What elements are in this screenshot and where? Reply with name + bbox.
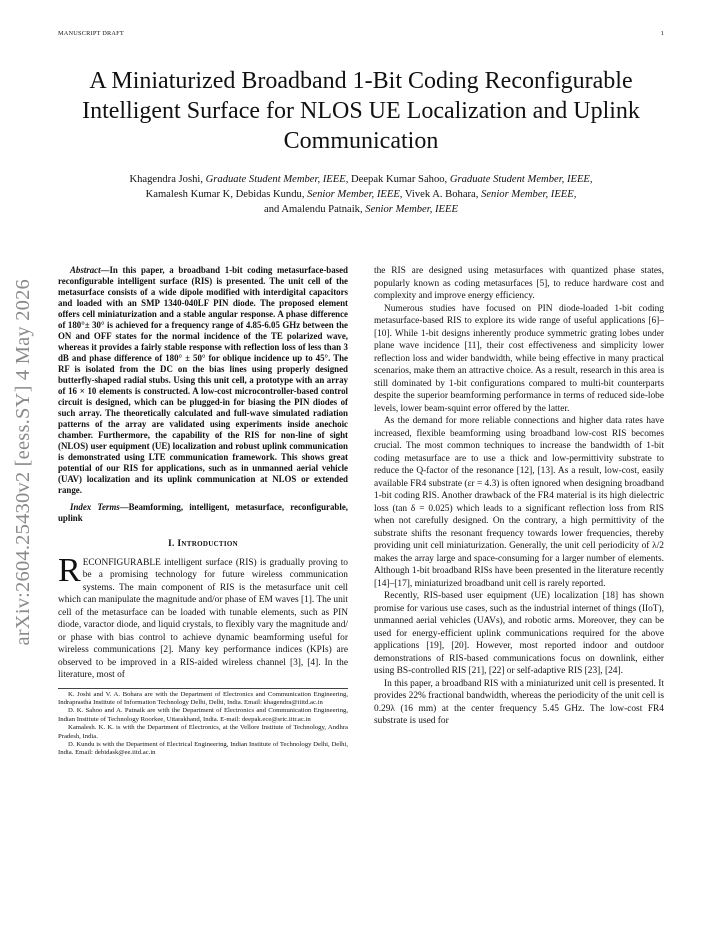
footnote: D. K. Sahoo and A. Patnaik are with the Department of Electronics and Communication Engineering, Indian Institute of Technology Roorkee, Uttarakhand, India. E-mail: deepak.ece@sric.iitr.ac.in <box>58 707 348 723</box>
index-terms-lead: Index Terms <box>70 502 120 512</box>
body-paragraph: the RIS are designed using metasurfaces with quantized phase states, popularly known as coding metasurfaces [5], to reduce hardware cost and complexity and improve energy efficiency. <box>374 266 664 301</box>
abstract-text: —In this paper, a broadband 1-bit coding metasurface-based reconfigurable intelligent surface (RIS) is presented. The unit cell of the metasurface consists of a wide dipole modified with interdigital capacitors and loaded with an SMP 1340-040LF PIN diode. The proposed element offers cell miniaturization and a stable angular response. A phase difference of 180°± 30° is achieved for a frequency range of 4.85-6.05 GHz between the ON and OFF states for the normal incidence of the TE polarized wave, whereas it provides a fairly stable response with reflection loss of less than 3 dB and phase difference of 180° ± 50° for oblique incidence up to 45°. The RF is isolated from the DC on the bias lines using properly designed butterfly-shaped radial stubs. Using this unit cell, a prototype with an array of 16 × 10 elements is constructed. A low-cost microcontroller-based control circuit is designed, which can be plugged-in for biasing the PIN diodes of such array. The theoretically calculated and full-wave simulated radiation patterns of the array are validated using experiments inside anechoic chamber. Furthermore, the capability of the RIS for non-line of sight (NLOS) user equipment (UE) localization and robust uplink communication is demonstrated using LTE communication framework. This shows great potential of our RIS for applications, such as in unmanned aerial vehicle (UAV) localization and its uplink communication at NLOS or extended range. <box>58 265 348 495</box>
abstract-lead: Abstract <box>70 265 101 275</box>
author-1: Khagendra Joshi, <box>129 174 206 185</box>
body-paragraph: Recently, RIS-based user equipment (UE) localization [18] has shown promise for various use cases, such as the industrial internet of things (IIoT), unmanned aerial vehicles (UAVs), and robotic arms. Moreover, they can be used for energy-efficient uplink communications required for the above applications [19], [20]. However, most reported indoor and outdoor demonstrations of RIS-based communications focus on downlink, either using BS-controlled RIS [21], [22] or self-adaptive RIS [23], [24]. <box>374 591 664 676</box>
manuscript-label: MANUSCRIPT DRAFT <box>58 30 124 37</box>
author-5-role: Senior Member, IEEE <box>365 204 458 215</box>
author-1-role: Graduate Student Member, IEEE <box>205 174 346 185</box>
author-list <box>58 172 664 217</box>
running-head <box>58 30 664 37</box>
body-paragraph: Numerous studies have focused on PIN diode-loaded 1-bit coding metasurface-based RIS to explore its wide range of useful applications [6]–[10]. While 1-bit designs inherently produce symmetric grating lobes under plane wave incidence [11], their cost effectiveness and simplicity lower reflection loss and wider bandwidth, while being effective in many practical scenarios, make them an attractive choice. As a result, research in this area is still dominated by 1-bit configurations compared to multi-bit counterparts despite the superior beamforming performance in terms of reduced side-lobe levels, lower beam-squint error offered by the latter. <box>374 303 664 414</box>
page-number: 1 <box>660 30 664 37</box>
intro-text: intelligent surface (RIS) is gradually proving to be a promising technology for future wireless communication systems. The main component of RIS is the metasurface unit cell which can manipulate the magnitude and/or phase of EM waves [1]. The unit cell of the metasurface can be loaded with tunable elements, such as PIN diode, varactor diode, and liquid crystals, to flexibly vary the magnitude and/ or phase with bias control to achieve dynamic beamforming useful for wireless communications [2]. Many key performance indices (KPIs) are observed to be improved in a RIS-aided wireless channel [3], [4]. In the literature, most of <box>58 557 348 680</box>
body-paragraph: In this paper, a broadband RIS with a miniaturized unit cell is presented. It provides 22% fractional bandwidth, whereas the periodicity of the unit cell is 0.29λ (16 mm) at the center frequency 5.45 GHz. The low-cost FR4 substrate is used for <box>374 678 664 726</box>
author-4-role: Senior Member, IEEE, <box>481 189 577 200</box>
intro-lead-word: ECONFIGURABLE <box>82 557 161 568</box>
arxiv-identifier-text: arXiv:2604.25430v2 [eess.SY] 4 May 2026 <box>11 278 34 646</box>
author-4: , Vivek A. Bohara, <box>399 189 482 200</box>
author-3-role: Senior Member, IEEE <box>307 189 400 200</box>
footnote: D. Kundu is with the Department of Electrical Engineering, Indian Institute of Technology Delhi, Delhi, India. Email: debidask@ee.iitd.ac.in <box>58 740 348 757</box>
left-column <box>58 265 348 758</box>
drop-cap: R <box>58 551 81 589</box>
body-paragraph: As the demand for more reliable connections and higher data rates have increased, flexible beamforming using broadband low-cost RIS becomes crucial. The most common techniques to increase the bandwidth of 1-bit coding metasurface are to use a thick and low-permittivity substrate to reduce the Q-factor of the resonance [12], [13]. As a result, low-cost, easily available FR4 substrate (εr = 4.3) is often ignored when designing broadband 1-bit coding RIS. Another drawback of the FR4 material is its high dielectric loss (tan δ = 0.025) which leads to a significant reflection loss from RIS when not carefully designed. On the contrary, a high permittivity of the substrate shifts the resonant frequency towards lower frequencies, thereby providing unit cell miniaturization. Generally, the unit cell periodicity of λ/2 makes the array large and space-consuming for a larger number of elements. Although 1-bit broadband RISs have been presented in the literature recently [14]–[17], miniaturized broadband unit cell is rarely reported. <box>374 416 664 589</box>
author-2-role: Graduate Student Member, IEEE, <box>449 174 593 185</box>
author-5: and Amalendu Patnaik, <box>264 204 366 215</box>
section-heading-introduction: I. Introduction <box>167 538 239 549</box>
abstract <box>58 265 348 496</box>
arxiv-identifier <box>8 252 38 672</box>
author-2: , Deepak Kumar Sahoo, <box>345 174 450 185</box>
index-terms-text: —Beamforming, intelligent, metasurface, reconfigurable, uplink <box>58 502 348 523</box>
author-3: Kamalesh Kumar K, Debidas Kundu, <box>145 189 308 200</box>
footnotes <box>58 688 348 758</box>
intro-paragraph <box>58 551 348 682</box>
footnote: K. Joshi and V. A. Bohara are with the Department of Electronics and Communication Engineering, Indraprastha Institute of Information Technology Delhi, Delhi, India. Email: khagendra@iiitd.ac.in <box>58 690 348 706</box>
right-column <box>374 265 664 728</box>
footnote: Kamalesh. K. K. is with the Department of Electronics, at the Vellore Institute of Technology, Andhra Pradesh, India. <box>58 724 348 740</box>
index-terms <box>58 502 348 524</box>
paper-title: A Miniaturized Broadband 1-Bit Coding Reconfigurable Intelligent Surface for NLOS UE Localization and Uplink Communication <box>82 68 640 154</box>
